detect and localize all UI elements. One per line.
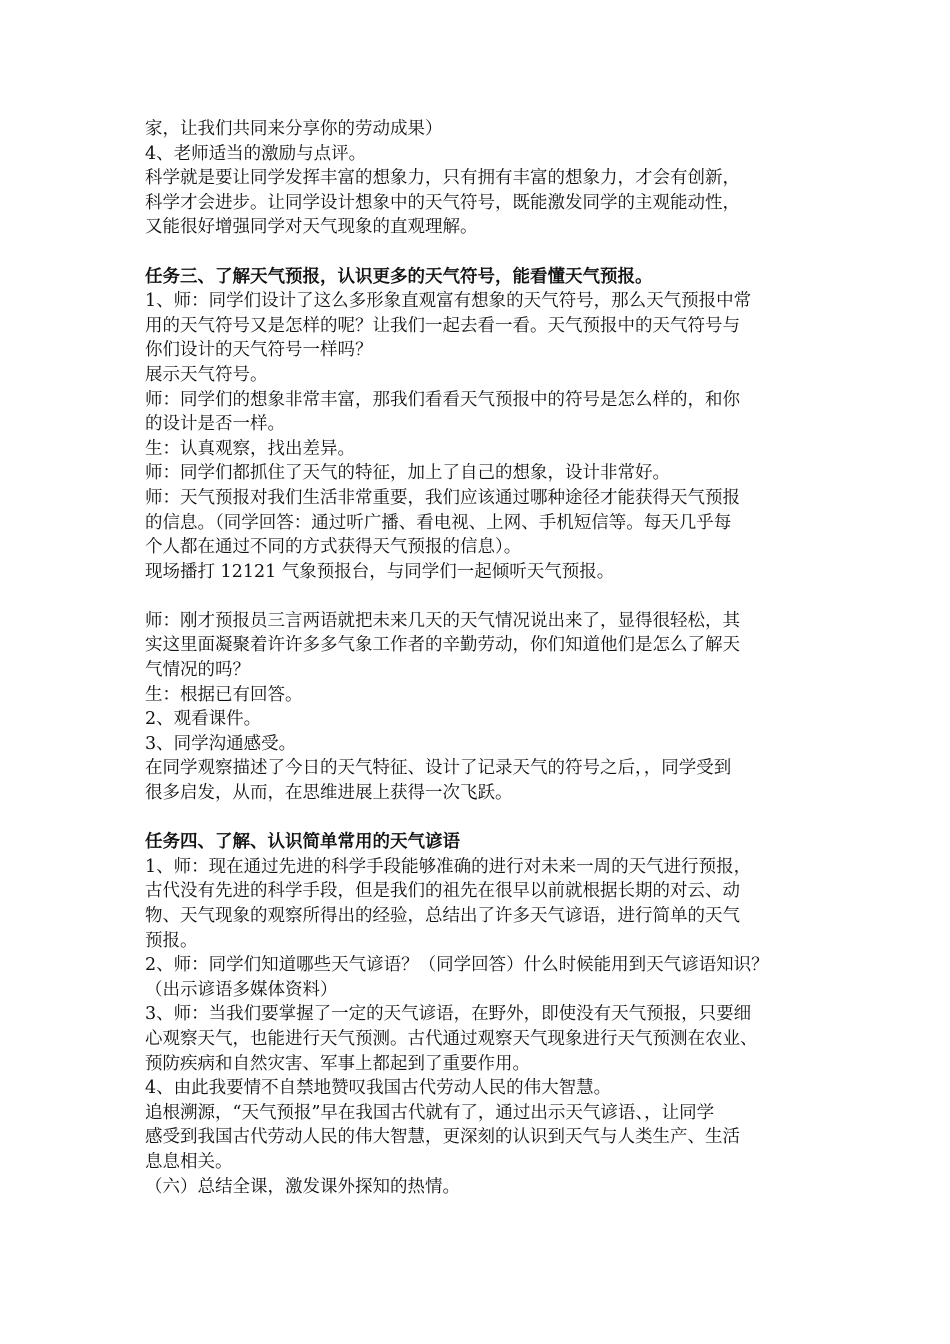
text-line: 在同学观察描述了今日的天气特征、设计了记录天气的符号之后，，同学受到 xyxy=(145,758,732,779)
text-line: 4、由此我要情不自禁地赞叹我国古代劳动人民的伟大智慧。 xyxy=(145,1078,612,1099)
text-line: 科学就是要让同学发挥丰富的想象力，只有拥有丰富的想象力，才会有创新， xyxy=(145,168,740,189)
text-line: 生：根据已有回答。 xyxy=(145,684,303,705)
text-line: 展示天气符号。 xyxy=(145,364,268,385)
text-line: 师：天气预报对我们生活非常重要，我们应该通过哪种途径才能获得天气预报 xyxy=(145,487,740,508)
text-line: 4、老师适当的激励与点评。 xyxy=(145,143,367,164)
text-line: 个人都在通过不同的方式获得天气预报的信息）。 xyxy=(145,537,522,558)
text-line: 物、天气现象的观察所得出的经验，总结出了许多天气谚语，进行简单的天气 xyxy=(145,906,740,926)
text-line: 追根溯源，“天气预报”早在我国古代就有了，通过出示天气谚语、，让同学 xyxy=(145,1102,715,1123)
text-line: （六）总结全课，激发课外探知的热情。 xyxy=(145,1176,460,1197)
text-line: 又能很好增强同学对天气现象的直观理解。 xyxy=(145,217,478,238)
text-line: 生：认真观察，找出差异。 xyxy=(145,438,355,459)
text-line: 3、师：当我们要掌握了一定的天气谚语，在野外，即使没有天气预报，只要细 xyxy=(145,1004,752,1025)
text-line: 息息相关。 xyxy=(145,1151,233,1172)
text-line: 3、同学沟通感受。 xyxy=(145,733,297,754)
text-line: 古代没有先进的科学手段，但是我们的祖先在很早以前就根据长期的对云、动 xyxy=(145,881,740,902)
text-line: 的信息。（同学回答：通过听广播、看电视、上网、手机短信等。每天几乎每 xyxy=(145,512,732,533)
blank-line xyxy=(145,584,825,609)
text-line: 师：同学们的想象非常丰富，那我们看看天气预报中的符号是怎么样的，和你 xyxy=(145,389,740,410)
text-line: 2、观看课件。 xyxy=(145,709,262,730)
text-line: 心观察天气，也能进行天气预测。古代通过观察天气现象进行天气预测在农业、 xyxy=(145,1028,758,1049)
blank-line xyxy=(145,806,825,831)
text-line: 1、师：同学们设计了这么多形象直观富有想象的天气符号，那么天气预报中常 xyxy=(145,291,752,312)
text-line: 1、师：现在通过先进的科学手段能够准确的进行对未来一周的天气进行预报， xyxy=(145,856,752,877)
text-line: 感受到我国古代劳动人民的伟大智慧，更深刻的认识到天气与人类生产、生活 xyxy=(145,1127,740,1148)
text-line: 科学才会进步。让同学设计想象中的天气符号，既能激发同学的主观能动性， xyxy=(145,192,740,213)
text-line: 2、师：同学们知道哪些天气谚语？（同学回答）什么时候能用到天气谚语知识？ xyxy=(145,955,769,976)
blank-line xyxy=(145,240,825,265)
text-line: 实这里面凝聚着许许多多气象工作者的辛勤劳动，你们知道他们是怎么了解天 xyxy=(145,635,740,656)
document-body xyxy=(145,117,825,1199)
section-heading: 任务四、了解、认识简单常用的天气谚语 xyxy=(145,832,460,853)
text-line: 预防疾病和自然灾害、军事上都起到了重要作用。 xyxy=(145,1053,530,1074)
text-line: 很多启发，从而，在思维进展上获得一次飞跃。 xyxy=(145,783,513,804)
text-line: 师：刚才预报员三言两语就把未来几天的天气情况说出来了，显得很轻松，其 xyxy=(145,610,740,631)
text-line: 师：同学们都抓住了天气的特征，加上了自己的想象，设计非常好。 xyxy=(145,463,670,484)
text-line: 预报。 xyxy=(145,930,198,951)
text-line: 的设计是否一样。 xyxy=(145,414,285,435)
text-line: 家，让我们共同来分享你的劳动成果） xyxy=(145,119,443,139)
text-line: 气情况的吗？ xyxy=(145,660,250,681)
section-heading: 任务三、了解天气预报，认识更多的天气符号，能看懂天气预报。 xyxy=(145,266,653,287)
text-line: （出示谚语多媒体资料） xyxy=(145,979,338,1000)
text-line: 现场播打 12121 气象预报台，与同学们一起倾听天气预报。 xyxy=(145,561,615,582)
text-line: 你们设计的天气符号一样吗？ xyxy=(145,340,373,361)
text-line: 用的天气符号又是怎样的呢？让我们一起去看一看。天气预报中的天气符号与 xyxy=(145,315,740,336)
